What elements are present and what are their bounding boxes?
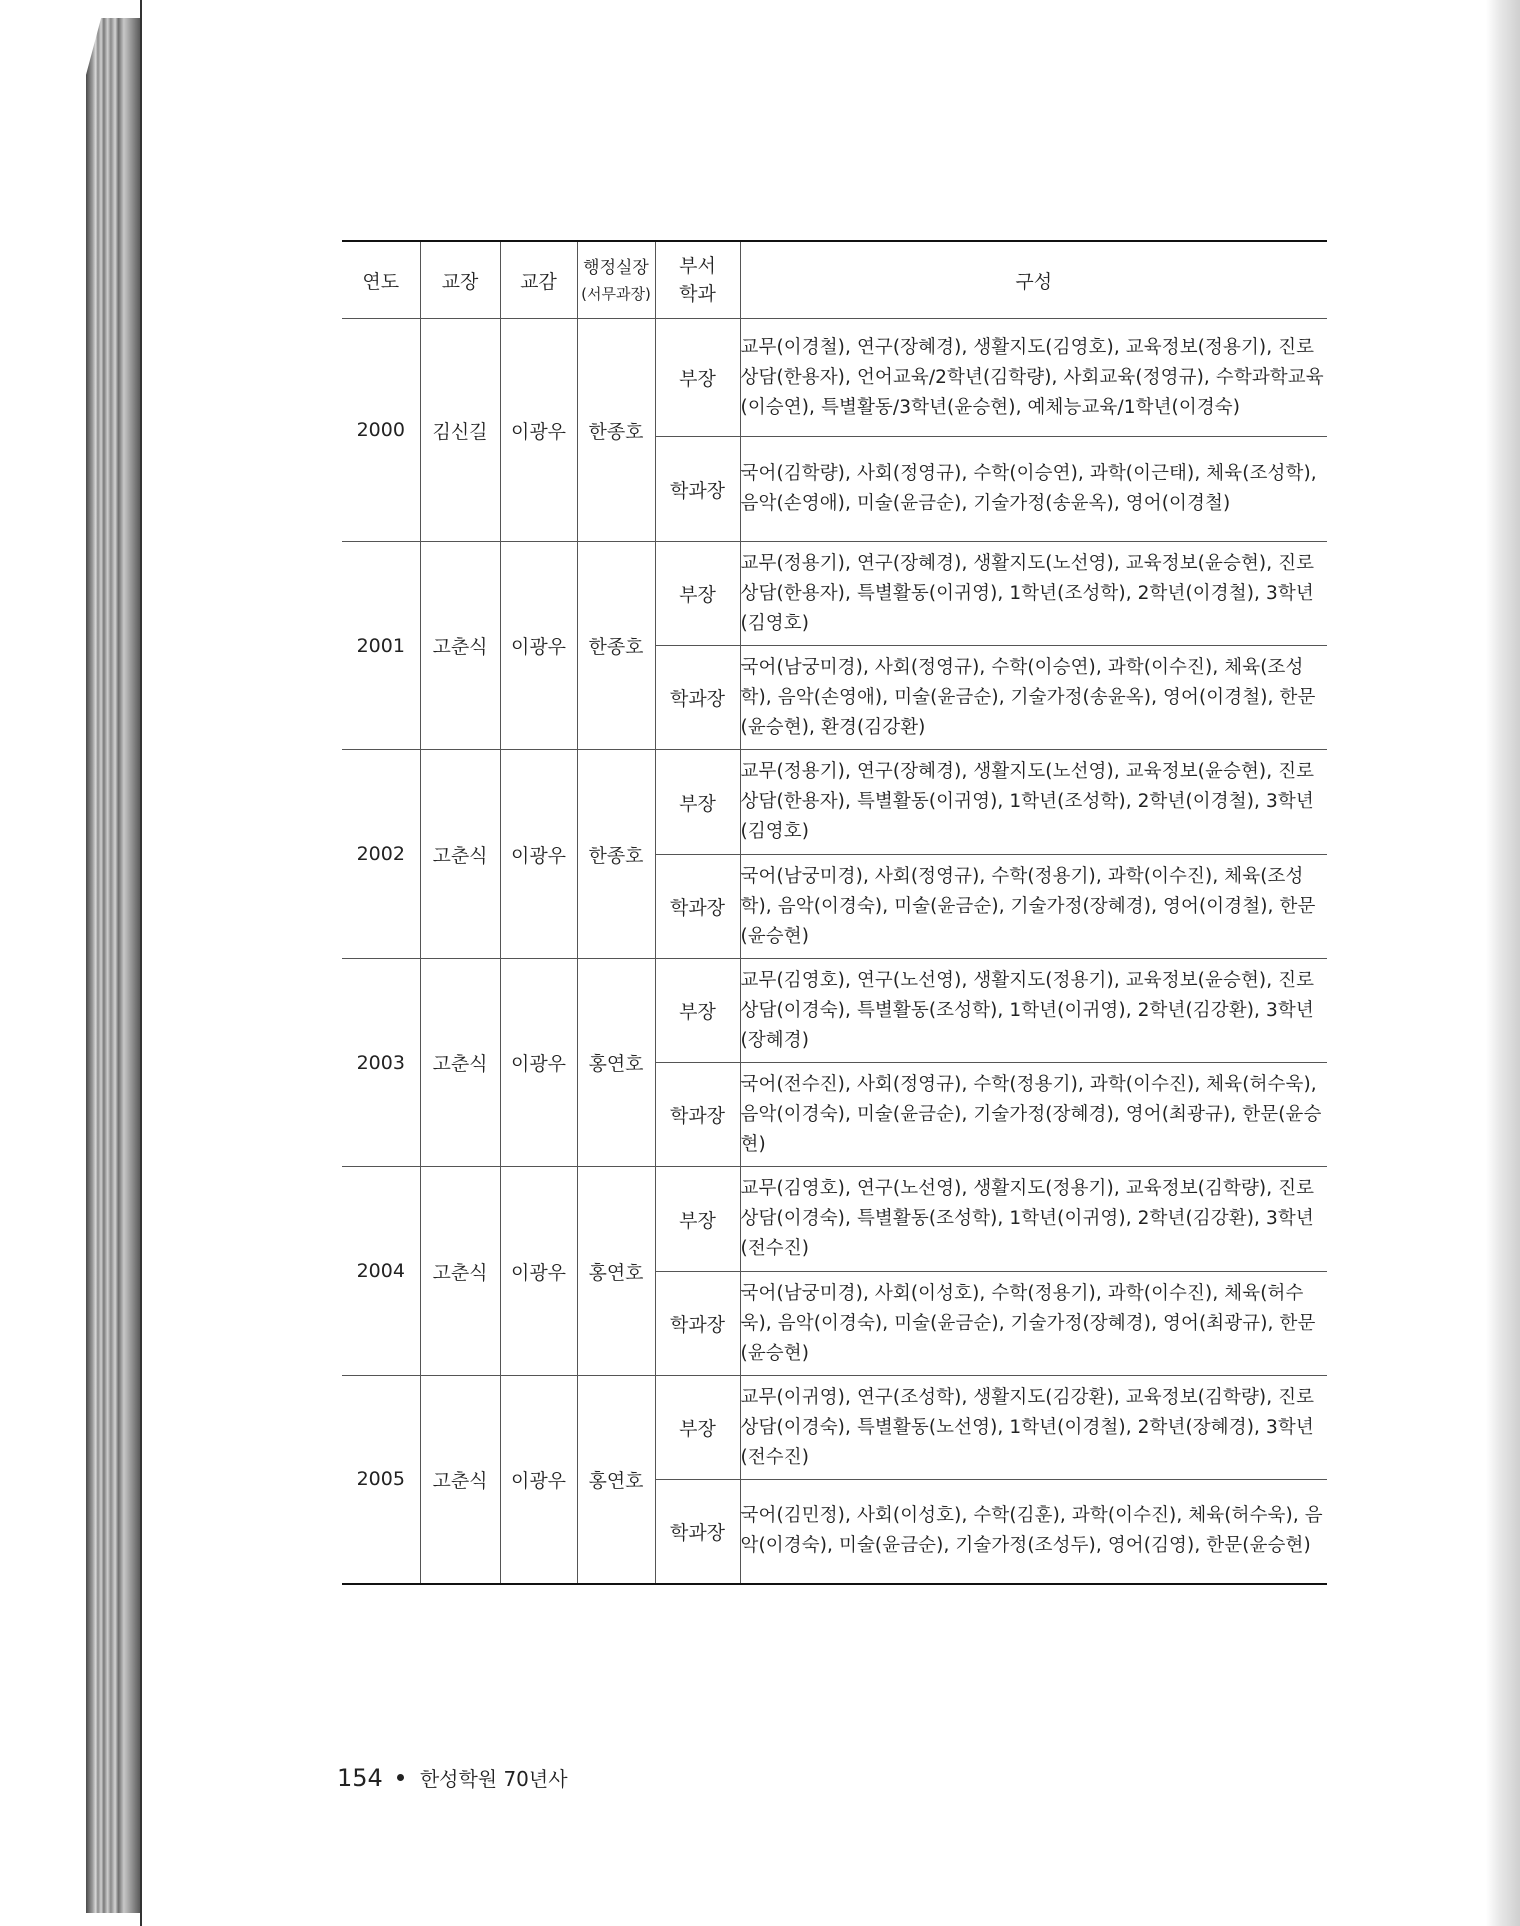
dept-label-cell: 부장 bbox=[655, 959, 740, 1063]
dept-composition-cell: 교무(김영호), 연구(노선영), 생활지도(정용기), 교육정보(김학량), 진로상담(이경숙), 특별활동(조성학), 1학년(이귀영), 2학년(김강환), 3학년(전수진) bbox=[740, 1167, 1327, 1272]
table-body bbox=[342, 319, 1327, 1584]
table-row bbox=[342, 1376, 1327, 1480]
principal-cell: 김신길 bbox=[420, 319, 500, 542]
admin-head-cell: 한종호 bbox=[577, 750, 655, 959]
subject-label-cell: 학과장 bbox=[655, 1063, 740, 1167]
header-admin-head bbox=[577, 241, 655, 319]
dept-label-cell: 부장 bbox=[655, 319, 740, 437]
subject-composition-cell: 국어(전수진), 사회(정영규), 수학(정용기), 과학(이수진), 체육(허수욱), 음악(이경숙), 미술(윤금순), 기술가정(장혜경), 영어(최광규), 한문(윤승현) bbox=[740, 1063, 1327, 1167]
dept-label-cell: 부장 bbox=[655, 542, 740, 646]
dept-composition-cell: 교무(김영호), 연구(노선영), 생활지도(정용기), 교육정보(윤승현), 진로상담(이경숙), 특별활동(조성학), 1학년(이귀영), 2학년(김강환), 3학년(장혜경) bbox=[740, 959, 1327, 1063]
year-cell: 2000 bbox=[342, 319, 420, 542]
subject-label-cell: 학과장 bbox=[655, 855, 740, 959]
year-cell: 2004 bbox=[342, 1167, 420, 1376]
dept-composition-cell: 교무(이경철), 연구(장혜경), 생활지도(김영호), 교육정보(정용기), 진로상담(한용자), 언어교육/2학년(김학량), 사회교육(정영규), 수학과학교육(이승연), 특별활동/3학년(윤승현), 예체능교육/1학년(이경숙) bbox=[740, 319, 1327, 437]
dept-composition-cell: 교무(정용기), 연구(장혜경), 생활지도(노선영), 교육정보(윤승현), 진로상담(한용자), 특별활동(이귀영), 1학년(조성학), 2학년(이경철), 3학년(김영호) bbox=[740, 750, 1327, 855]
subject-composition-cell: 국어(남궁미경), 사회(정영규), 수학(정용기), 과학(이수진), 체육(조성학), 음악(이경숙), 미술(윤금순), 기술가정(장혜경), 영어(이경철), 한문(윤승현) bbox=[740, 855, 1327, 959]
subject-composition-cell: 국어(김학량), 사회(정영규), 수학(이승연), 과학(이근태), 체육(조성학), 음악(손영애), 미술(윤금순), 기술가정(송윤옥), 영어(이경철) bbox=[740, 437, 1327, 542]
subject-label-cell: 학과장 bbox=[655, 437, 740, 542]
dept-label-cell: 부장 bbox=[655, 1376, 740, 1480]
dept-label-cell: 부장 bbox=[655, 1167, 740, 1272]
year-cell: 2003 bbox=[342, 959, 420, 1167]
header-department-line2: 학과 bbox=[679, 283, 716, 305]
header-principal: 교장 bbox=[420, 241, 500, 319]
principal-cell: 고춘식 bbox=[420, 1376, 500, 1584]
subject-label-cell: 학과장 bbox=[655, 646, 740, 750]
admin-head-cell: 홍연호 bbox=[577, 1167, 655, 1376]
year-cell: 2002 bbox=[342, 750, 420, 959]
admin-head-cell: 한종호 bbox=[577, 319, 655, 542]
vice-principal-cell: 이광우 bbox=[500, 750, 577, 959]
table-row bbox=[342, 1167, 1327, 1272]
vice-principal-cell: 이광우 bbox=[500, 319, 577, 542]
dept-composition-cell: 교무(정용기), 연구(장혜경), 생활지도(노선영), 교육정보(윤승현), 진로상담(한용자), 특별활동(이귀영), 1학년(조성학), 2학년(이경철), 3학년(김영호) bbox=[740, 542, 1327, 646]
vice-principal-cell: 이광우 bbox=[500, 1376, 577, 1584]
subject-composition-cell: 국어(남궁미경), 사회(이성호), 수학(정용기), 과학(이수진), 체육(허수욱), 음악(이경숙), 미술(윤금순), 기술가정(장혜경), 영어(최광규), 한문(윤승현) bbox=[740, 1272, 1327, 1376]
table-row bbox=[342, 542, 1327, 646]
header-admin-head-line1: 행정실장 bbox=[583, 258, 649, 278]
header-vice-principal: 교감 bbox=[500, 241, 577, 319]
page-number: 154 bbox=[337, 1763, 383, 1792]
header-department-line1: 부서 bbox=[679, 255, 716, 277]
vice-principal-cell: 이광우 bbox=[500, 542, 577, 750]
table-header-row bbox=[342, 241, 1327, 319]
principal-cell: 고춘식 bbox=[420, 1167, 500, 1376]
admin-head-cell: 한종호 bbox=[577, 542, 655, 750]
principal-cell: 고춘식 bbox=[420, 750, 500, 959]
year-cell: 2005 bbox=[342, 1376, 420, 1584]
admin-head-cell: 홍연호 bbox=[577, 1376, 655, 1584]
table-row bbox=[342, 750, 1327, 855]
table-row bbox=[342, 319, 1327, 437]
book-title: 한성학원 70년사 bbox=[419, 1767, 568, 1791]
table-row bbox=[342, 959, 1327, 1063]
subject-composition-cell: 국어(김민정), 사회(이성호), 수학(김훈), 과학(이수진), 체육(허수욱), 음악(이경숙), 미술(윤금순), 기술가정(조성두), 영어(김영), 한문(윤승현) bbox=[740, 1480, 1327, 1584]
dept-composition-cell: 교무(이귀영), 연구(조성학), 생활지도(김강환), 교육정보(김학량), 진로상담(이경숙), 특별활동(노선영), 1학년(이경철), 2학년(장혜경), 3학년(전수진) bbox=[740, 1376, 1327, 1480]
year-cell: 2001 bbox=[342, 542, 420, 750]
principal-cell: 고춘식 bbox=[420, 542, 500, 750]
bullet-dot-icon bbox=[397, 1774, 404, 1781]
header-year: 연도 bbox=[342, 241, 420, 319]
subject-label-cell: 학과장 bbox=[655, 1480, 740, 1584]
header-department bbox=[655, 241, 740, 319]
staff-roster-table bbox=[342, 240, 1327, 1585]
page-gutter-shadow bbox=[1486, 0, 1520, 1926]
page-footer bbox=[337, 1763, 568, 1792]
header-admin-head-line2: (서무과장) bbox=[581, 285, 651, 303]
header-composition: 구성 bbox=[740, 241, 1327, 319]
admin-head-cell: 홍연호 bbox=[577, 959, 655, 1167]
subject-label-cell: 학과장 bbox=[655, 1272, 740, 1376]
vice-principal-cell: 이광우 bbox=[500, 959, 577, 1167]
subject-composition-cell: 국어(남궁미경), 사회(정영규), 수학(이승연), 과학(이수진), 체육(조성학), 음악(손영애), 미술(윤금순), 기술가정(송윤옥), 영어(이경철), 한문(윤승현), 환경(김강환) bbox=[740, 646, 1327, 750]
principal-cell: 고춘식 bbox=[420, 959, 500, 1167]
dept-label-cell: 부장 bbox=[655, 750, 740, 855]
book-page-edges bbox=[86, 18, 140, 1913]
vice-principal-cell: 이광우 bbox=[500, 1167, 577, 1376]
